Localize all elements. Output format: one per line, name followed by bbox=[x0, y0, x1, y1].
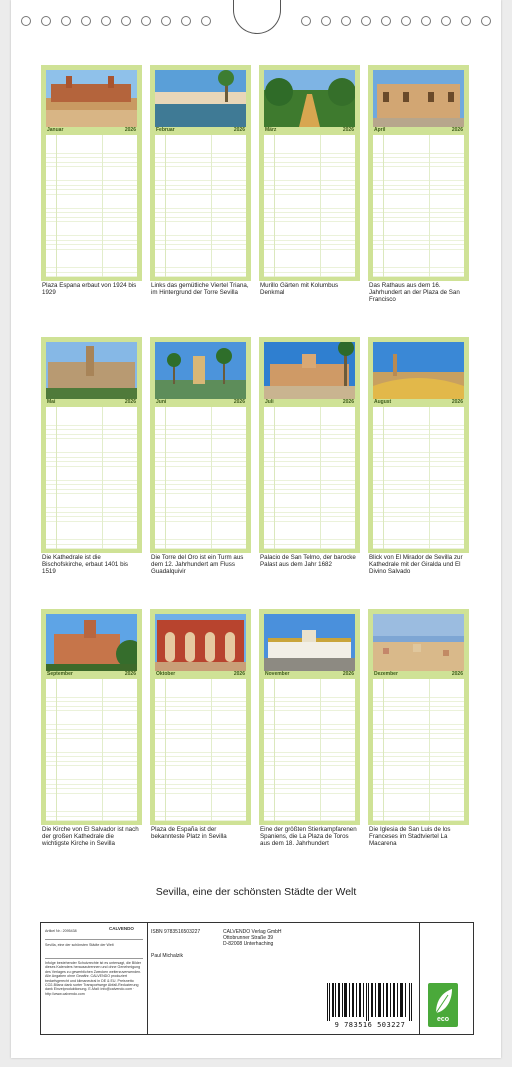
isbn: ISBN 9783516503227 bbox=[151, 929, 201, 935]
binding-hole bbox=[81, 16, 91, 26]
month-year: 2026 bbox=[451, 399, 463, 405]
day-grid bbox=[264, 407, 355, 549]
month-name: April bbox=[374, 127, 386, 133]
publisher-line-1: CALVENDO Verlag GmbH bbox=[223, 929, 282, 935]
month-year: 2026 bbox=[342, 399, 354, 405]
month-year: 2026 bbox=[451, 671, 463, 677]
binding-hole bbox=[181, 16, 191, 26]
month-panel-januar bbox=[41, 65, 142, 281]
barcode-number: 9 783516 503227 bbox=[334, 1021, 406, 1029]
month-panel-dezember bbox=[368, 609, 469, 825]
month-panel-oktober bbox=[150, 609, 251, 825]
month-name: Mai bbox=[47, 399, 56, 405]
month-panel-september bbox=[41, 609, 142, 825]
calendar-title: Sevilla, eine der schönsten Städte der Welt bbox=[155, 886, 357, 898]
legal-notice: Infolge bestehender Schutzrechte ist es untersagt, die Bilder dieses Kalenders herauszutrennen und ohne Genehmigung des Verlages zu gewerblichen Zwecken weiterzuverwenden. Alle Angaben ohne Gewähr. CALVENDO produziert bedarfsgerecht und klimaneutral in DE & EU. Preisnetto CO2-Bilanz dank sorter Transportwege Abfall-Reduzierung dank Einzelproduktionung. E-Mail: info@calvendo.com · http://www.calvendo.com bbox=[45, 961, 142, 996]
binding-hole bbox=[381, 16, 391, 26]
month-caption: Das Rathaus aus dem 16. Jahrhundert an der Plaza de San Francisco bbox=[369, 282, 460, 304]
month-header bbox=[264, 399, 355, 406]
binding-hole bbox=[101, 16, 111, 26]
month-photo bbox=[46, 342, 137, 399]
binding-hole bbox=[61, 16, 71, 26]
barcode bbox=[325, 983, 415, 1021]
month-photo bbox=[155, 70, 246, 127]
month-header bbox=[264, 127, 355, 134]
month-caption: Die Kathedrale ist die Bischofskirche, erbaut 1401 bis 1519 bbox=[42, 554, 128, 576]
month-photo bbox=[264, 342, 355, 399]
day-grid bbox=[373, 135, 464, 277]
binding-hole bbox=[481, 16, 491, 26]
publisher-line-3: D-82008 Unterhaching bbox=[223, 941, 274, 947]
eco-badge bbox=[428, 983, 458, 1027]
binding-hole bbox=[301, 16, 311, 26]
divider bbox=[45, 939, 143, 940]
month-header bbox=[155, 671, 246, 678]
month-header bbox=[155, 399, 246, 406]
month-name: Oktober bbox=[156, 671, 176, 677]
author: Paul Michalzik bbox=[151, 953, 183, 959]
binding-hole bbox=[361, 16, 371, 26]
day-grid bbox=[373, 407, 464, 549]
month-header bbox=[373, 127, 464, 134]
month-year: 2026 bbox=[342, 127, 354, 133]
month-name: Februar bbox=[156, 127, 175, 133]
month-caption: Plaza Espana erbaut von 1924 bis 1929 bbox=[42, 282, 137, 297]
month-panel-februar bbox=[150, 65, 251, 281]
month-panel-maerz bbox=[259, 65, 360, 281]
binding-hole bbox=[341, 16, 351, 26]
month-caption: Eine der größten Stierkampfarenen Spaniens, die La Plaza de Toros aus dem 18. Jahrhundert bbox=[260, 826, 357, 848]
month-year: 2026 bbox=[124, 671, 136, 677]
month-caption: Plaza de España ist der bekannteste Platz in Sevilla bbox=[151, 826, 227, 841]
publisher-line-2: Ottobrunner Straße 39 bbox=[223, 935, 274, 941]
binding-hole bbox=[201, 16, 211, 26]
eco-label: eco bbox=[436, 1016, 450, 1023]
month-year: 2026 bbox=[342, 671, 354, 677]
month-caption: Murillo Gärten mit Kolumbus Denkmal bbox=[260, 282, 339, 297]
month-photo bbox=[373, 614, 464, 671]
month-name: Juli bbox=[265, 399, 274, 405]
month-photo bbox=[46, 614, 137, 671]
month-panel-juni bbox=[150, 337, 251, 553]
month-caption: Blick von El Mirador de Sevilla zur Kathedrale mit der Giralda und El Divino Salvado bbox=[369, 554, 463, 576]
month-name: August bbox=[374, 399, 392, 405]
binding-hole bbox=[41, 16, 51, 26]
month-caption: Die Iglesia de San Luis de los Franceses im Stadtviertel La Macarena bbox=[369, 826, 451, 848]
month-name: Juni bbox=[156, 399, 167, 405]
day-grid bbox=[155, 679, 246, 821]
month-photo bbox=[373, 342, 464, 399]
binding-hole bbox=[161, 16, 171, 26]
month-panel-november bbox=[259, 609, 360, 825]
month-year: 2026 bbox=[451, 127, 463, 133]
month-header bbox=[373, 671, 464, 678]
month-header bbox=[373, 399, 464, 406]
day-grid bbox=[155, 407, 246, 549]
binding-hole bbox=[441, 16, 451, 26]
month-name: November bbox=[265, 671, 290, 677]
binding-hole bbox=[21, 16, 31, 26]
month-name: September bbox=[47, 671, 73, 677]
month-photo bbox=[46, 70, 137, 127]
month-year: 2026 bbox=[233, 127, 245, 133]
day-grid bbox=[46, 407, 137, 549]
binding-hole bbox=[121, 16, 131, 26]
month-header bbox=[46, 671, 137, 678]
month-caption: Die Torre del Oro ist ein Turm aus dem 12. Jahrhundert am Fluss Guadalquivir bbox=[151, 554, 244, 576]
month-photo bbox=[264, 70, 355, 127]
month-panel-august bbox=[368, 337, 469, 553]
month-caption: Links das gemütliche Viertel Triana, im Hintergrund der Torre Sevilla bbox=[151, 282, 249, 297]
product-info-box bbox=[40, 922, 474, 1035]
day-grid bbox=[46, 679, 137, 821]
month-photo bbox=[155, 614, 246, 671]
month-name: Dezember bbox=[374, 671, 398, 677]
info-middle-column bbox=[147, 923, 420, 1034]
month-photo bbox=[155, 342, 246, 399]
month-year: 2026 bbox=[233, 671, 245, 677]
month-caption: Die Kirche von El Salvador ist nach der großen Kathedrale die wichtigste Kirche in Sevilla bbox=[42, 826, 139, 848]
month-header bbox=[46, 127, 137, 134]
binding-hole bbox=[141, 16, 151, 26]
month-photo bbox=[373, 70, 464, 127]
day-grid bbox=[264, 135, 355, 277]
day-grid bbox=[373, 679, 464, 821]
month-year: 2026 bbox=[233, 399, 245, 405]
divider bbox=[45, 958, 143, 959]
publisher-logo: CALVENDO bbox=[109, 926, 134, 931]
month-panel-mai bbox=[41, 337, 142, 553]
month-name: März bbox=[265, 127, 277, 133]
binding-hole bbox=[461, 16, 471, 26]
binding-hole bbox=[321, 16, 331, 26]
month-name: Januar bbox=[47, 127, 64, 133]
month-header bbox=[46, 399, 137, 406]
article-number: Artikel Nr.: 2095438 bbox=[45, 929, 77, 933]
day-grid bbox=[155, 135, 246, 277]
month-year: 2026 bbox=[124, 399, 136, 405]
product-title: Sevilla, eine der schönsten Städte der Welt bbox=[45, 943, 114, 947]
month-caption: Palacio de San Telmo, der barocke Palast aus dem Jahr 1682 bbox=[260, 554, 356, 569]
month-year: 2026 bbox=[124, 127, 136, 133]
binding-hole bbox=[401, 16, 411, 26]
month-panel-april bbox=[368, 65, 469, 281]
day-grid bbox=[264, 679, 355, 821]
month-header bbox=[264, 671, 355, 678]
month-photo bbox=[264, 614, 355, 671]
binding-hole bbox=[421, 16, 431, 26]
month-panel-juli bbox=[259, 337, 360, 553]
info-left-column bbox=[41, 923, 148, 1034]
day-grid bbox=[46, 135, 137, 277]
month-header bbox=[155, 127, 246, 134]
